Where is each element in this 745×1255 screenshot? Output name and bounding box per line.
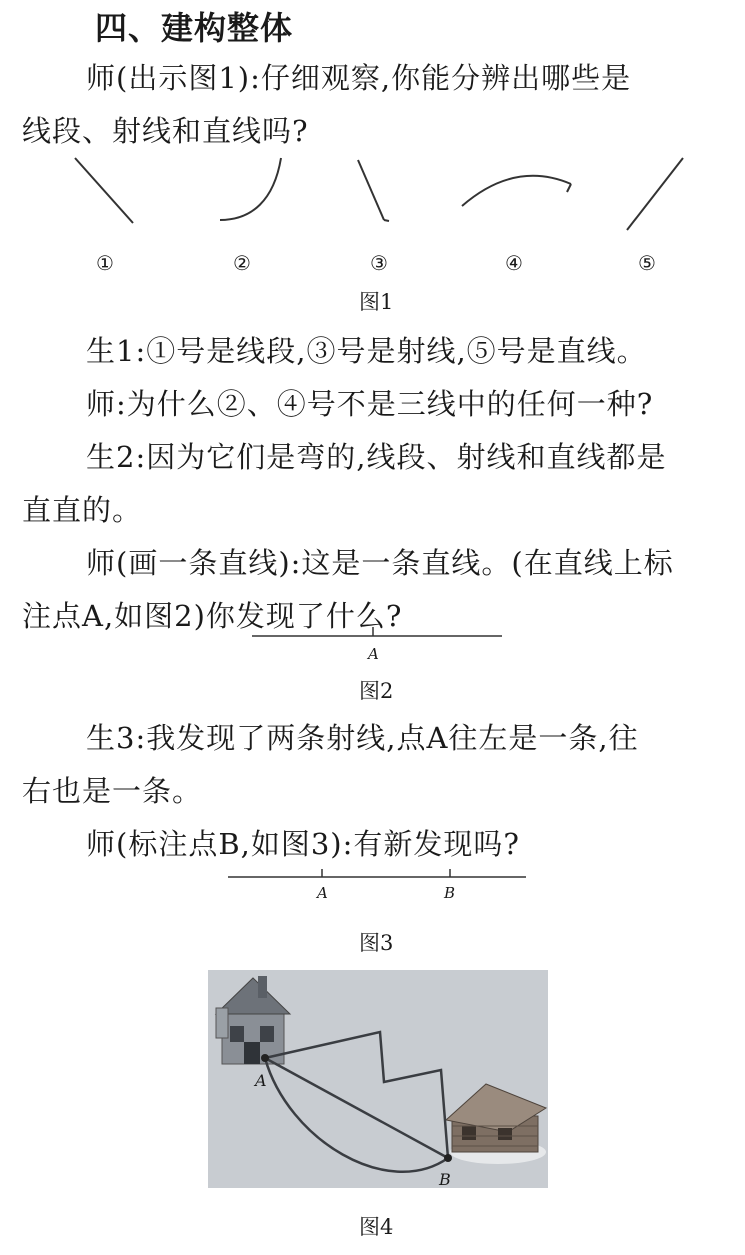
fig4-straight-path xyxy=(265,1058,448,1158)
paragraph-teacher-4 xyxy=(22,818,732,871)
fig2-point-a-label: A xyxy=(368,645,379,663)
paragraph-line: 生1:①号是线段,③号是射线,⑤号是直线。 xyxy=(86,334,647,368)
paragraph-line: 师(出示图1):仔细观察,你能分辨出哪些是 xyxy=(86,61,632,95)
figure-1-lines xyxy=(0,150,745,250)
fig1-label-2: ② xyxy=(233,251,251,275)
paragraph-line: 生3:我发现了两条射线,点A往左是一条,往 xyxy=(86,721,639,755)
paragraph-line: 注点A,如图2)你发现了什么? xyxy=(22,599,403,633)
fig3-point-a-label: A xyxy=(317,884,328,902)
paragraph-student-2 xyxy=(22,431,732,537)
fig1-curve-2 xyxy=(220,158,281,220)
fig1-ray-3 xyxy=(358,160,384,220)
fig2-caption: 图2 xyxy=(359,679,394,703)
paragraph-line: 右也是一条。 xyxy=(22,774,203,808)
paragraph-student-3 xyxy=(22,712,732,818)
fig4-point-b-label: B xyxy=(439,1170,451,1189)
house-icon xyxy=(216,976,290,1064)
fig1-line-5 xyxy=(627,158,683,230)
paragraph-line: 直直的。 xyxy=(22,493,143,527)
paragraph-teacher-2 xyxy=(22,378,732,431)
fig4-point-a-label: A xyxy=(255,1071,267,1090)
paragraph-line: 师(标注点B,如图3):有新发现吗? xyxy=(86,827,520,861)
figure-3-line xyxy=(0,865,745,885)
section-heading: 四、建构整体 xyxy=(95,9,294,47)
paragraph-line: 线段、射线和直线吗? xyxy=(22,114,309,148)
paragraph-line: 师(画一条直线):这是一条直线。(在直线上标 xyxy=(86,546,674,580)
fig4-caption: 图4 xyxy=(359,1215,394,1239)
paragraph-teacher-1 xyxy=(22,52,732,158)
paragraph-line: 生2:因为它们是弯的,线段、射线和直线都是 xyxy=(86,440,667,474)
cabin-icon xyxy=(446,1084,546,1164)
fig3-point-b-label: B xyxy=(444,884,456,902)
fig1-ray-3-tick xyxy=(384,220,389,221)
fig1-caption: 图1 xyxy=(359,290,394,314)
fig4-point-a xyxy=(261,1054,269,1062)
fig1-arc-4-tick xyxy=(567,184,571,192)
fig1-arc-4 xyxy=(462,176,571,206)
fig4-point-b xyxy=(444,1154,452,1162)
fig3-caption: 图3 xyxy=(359,931,394,955)
fig1-label-3: ③ xyxy=(370,251,388,275)
fig1-label-1: ① xyxy=(96,251,114,275)
paragraph-student-1 xyxy=(22,325,732,378)
fig1-segment-1 xyxy=(75,158,133,223)
fig4-zigzag-path xyxy=(265,1032,448,1158)
paragraph-line: 师:为什么②、④号不是三线中的任何一种? xyxy=(86,387,654,421)
fig1-label-4: ④ xyxy=(505,251,523,275)
fig1-label-5: ⑤ xyxy=(638,251,656,275)
